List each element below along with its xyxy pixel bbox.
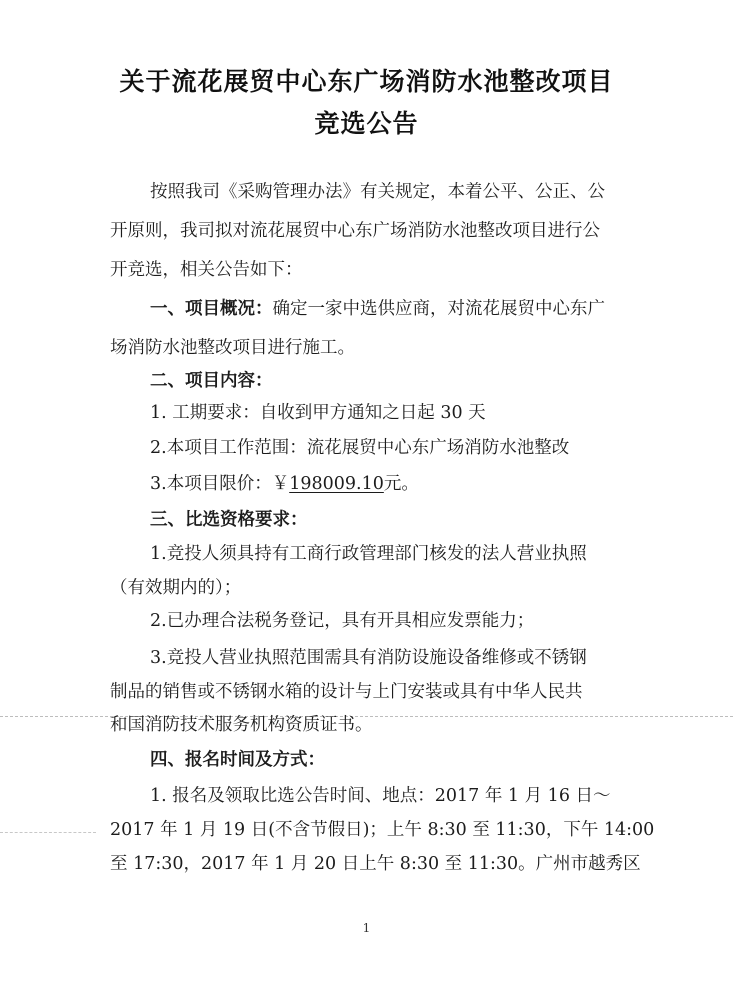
section3-item-3-line-3: 和国消防技术服务机构资质证书。 <box>110 715 373 735</box>
section3-item-1-line-2: （有效期内的）； <box>110 578 242 598</box>
document-title-line2: 竞选公告 <box>314 109 419 138</box>
section1-text-1: 确定一家中选供应商，对流花展贸中心东广 <box>272 299 605 319</box>
intro-line-3: 开竞选，相关公告如下： <box>110 260 303 280</box>
section1-line-2: 场消防水池整改项目进行施工。 <box>110 338 355 358</box>
section2-heading: 二、项目内容： <box>150 371 273 391</box>
section3-item-3-line-2: 制品的销售或不锈钢水箱的设计与上门安装或具有中华人民共 <box>110 682 583 702</box>
price-limit-unit: 元。 <box>383 474 419 494</box>
section1-line-1 <box>150 297 710 321</box>
section2-item-2: 2.本项目工作范围：流花展贸中心东广场消防水池整改 <box>150 438 570 458</box>
price-limit-label: 3.本项目限价：￥ <box>150 474 290 494</box>
section3-heading: 三、比选资格要求： <box>150 510 308 530</box>
section4-heading: 四、报名时间及方式： <box>150 750 325 770</box>
scan-artifact-line-2 <box>0 832 96 833</box>
section3-item-3-line-1: 3.竞投人营业执照范围需具有消防设施设备维修或不锈钢 <box>150 648 587 668</box>
section2-item-1: 1. 工期要求：自收到甲方通知之日起 30 天 <box>150 403 486 423</box>
section4-item-1-line-1: 1. 报名及领取比选公告时间、地点：2017 年 1 月 16 日～ <box>150 786 611 806</box>
page-number: 1 <box>362 921 371 935</box>
intro-line-2: 开原则，我司拟对流花展贸中心东广场消防水池整改项目进行公 <box>110 221 600 241</box>
section1-heading: 一、项目概况： <box>150 299 273 319</box>
price-limit-amount: 198009.10 <box>289 474 384 494</box>
intro-line-1: 按照我司《采购管理办法》有关规定，本着公平、公正、公 <box>150 182 605 202</box>
section3-item-2: 2.已办理合法税务登记，具有开具相应发票能力； <box>150 611 535 631</box>
section4-item-1-line-3: 至 17:30，2017 年 1 月 20 日上午 8:30 至 11:30。广州市越秀区 <box>110 854 641 874</box>
section4-item-1-line-2: 2017 年 1 月 19 日(不含节假日)；上午 8:30 至 11:30，下午 14:00 <box>110 820 655 840</box>
section2-item-3 <box>150 472 710 496</box>
section3-item-1-line-1: 1.竞投人须具持有工商行政管理部门核发的法人营业执照 <box>150 544 587 564</box>
document-title-line1: 关于流花展贸中心东广场消防水池整改项目 <box>119 67 614 96</box>
